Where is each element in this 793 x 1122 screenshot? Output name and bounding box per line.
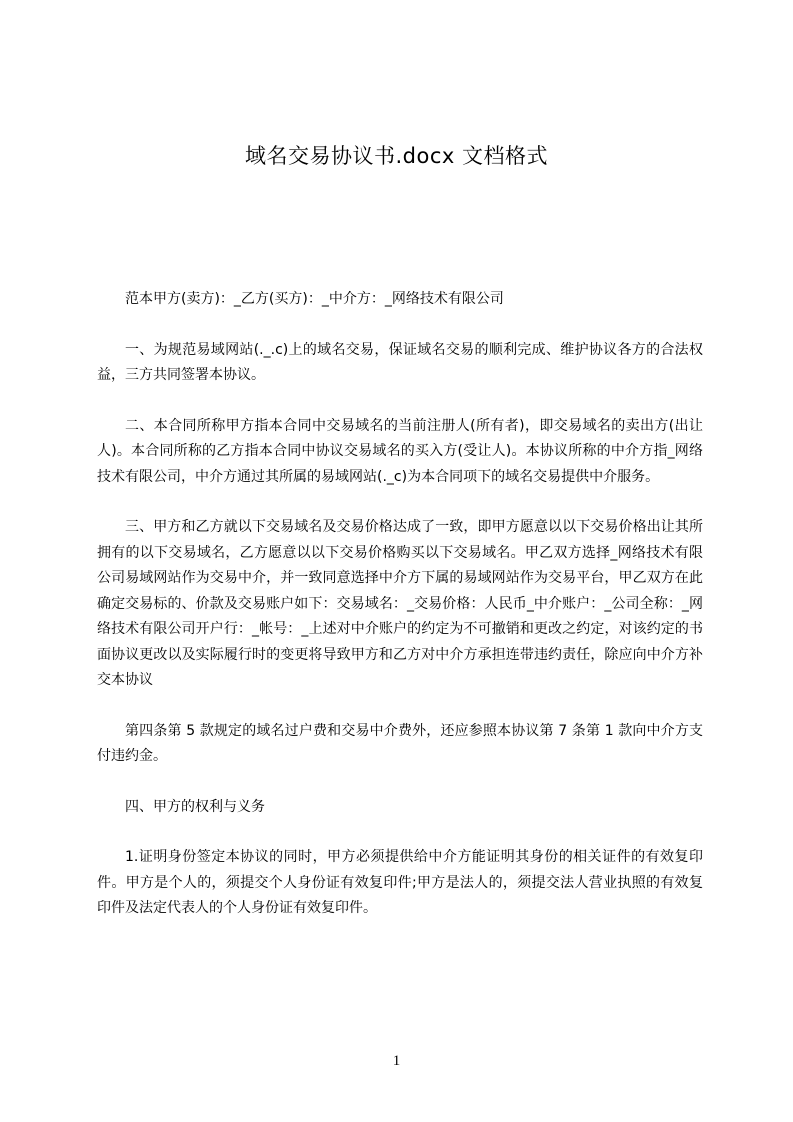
section-heading-party-a-rights: 四、甲方的权利与义务 (125, 798, 265, 815)
paragraph-parties: 范本甲方(卖方)：_乙方(买方)：_中介方：_网络技术有限公司 (125, 291, 504, 307)
paragraph-article-2: 二、本合同所称甲方指本合同中交易域名的当前注册人(所有者)，即交易域名的卖出方(出让人)。本合同所称的乙方指本合同中协议交易域名的买入方(受让人)。本协议所称的中介方指_网络技术有限公司，中介方通过其所属的易域网站(._c)为本合同项下的域名交易提供中介服务。 (97, 417, 703, 485)
document-title: 域名交易协议书.docx 文档格式 (244, 144, 548, 168)
paragraph-identity-proof: 1.证明身份签定本协议的同时，甲方必须提供给中介方能证明其身份的相关证件的有效复印件。甲方是个人的，须提交个人身份证有效复印件;甲方是法人的，须提交法人营业执照的有效复印件及法定代表人的个人身份证有效复印件。 (97, 849, 703, 916)
paragraph-article-3-continued: 第四条第 5 款规定的域名过户费和交易中介费外，还应参照本协议第 7 条第 1 款向中介方支付违约金。 (97, 722, 703, 764)
page-number: 1 (392, 1053, 401, 1069)
paragraph-article-1: 一、为规范易域网站(._.c)上的域名交易，保证域名交易的顺利完成、维护协议各方的合法权益，三方共同签署本协议。 (97, 341, 703, 383)
document-body (97, 287, 703, 947)
paragraph-article-3: 三、甲方和乙方就以下交易域名及交易价格达成了一致，即甲方愿意以以下交易价格出让其所拥有的以下交易域名，乙方愿意以以下交易价格购买以下交易域名。甲乙双方选择_网络技术有限公司易域网站作为交易中介，并一致同意选择中介方下属的易域网站作为交易平台，甲乙双方在此确定交易标的、价款及交易账户如下：交易域名：_交易价格：人民币_中介账户：_公司全称：_网络技术有限公司开户行：_帐号：_上述对中介账户的约定为不可撤销和更改之约定，对该约定的书面协议更改以及实际履行时的变更将导致甲方和乙方对中介方承担连带违约责任，除应向中介方补交本协议 (97, 519, 703, 688)
